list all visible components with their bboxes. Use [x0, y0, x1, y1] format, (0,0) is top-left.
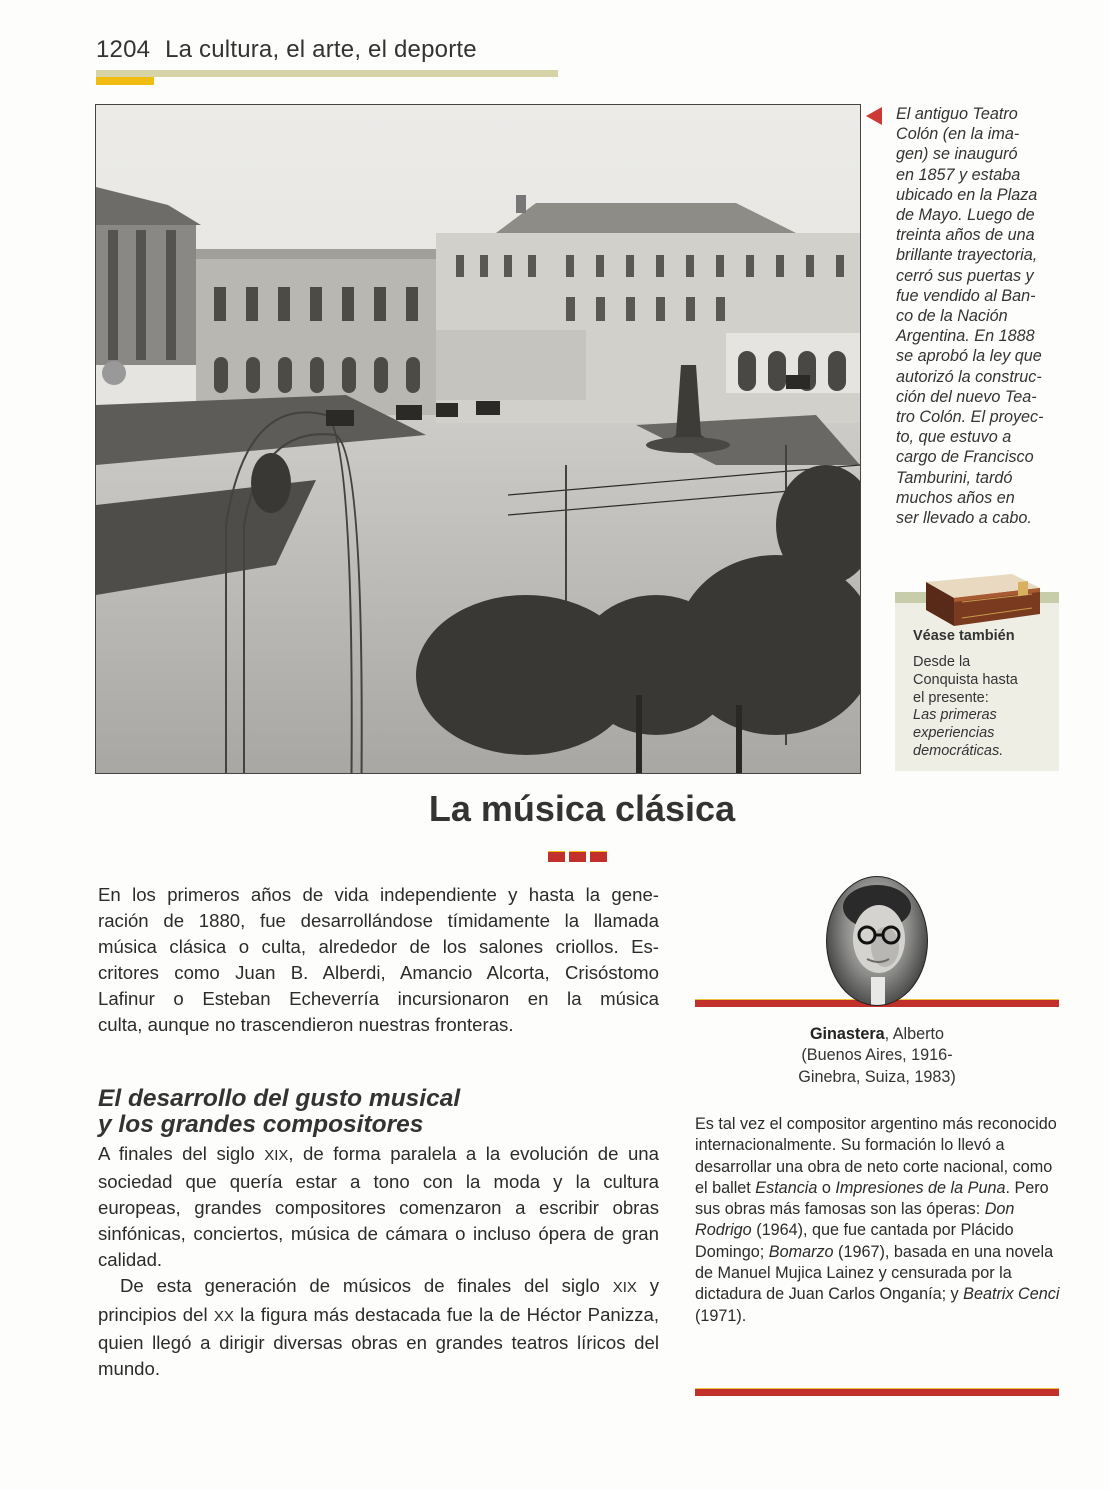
caption-line: se aprobó la ley que [896, 347, 1042, 366]
century-numeral: XIX [612, 1279, 637, 1297]
caption-line: brillante trayectoria, [896, 246, 1038, 265]
marker-square [569, 851, 586, 862]
work-title: Impresiones de la Puna [835, 1178, 1006, 1197]
text-run: (1967), basada en una novela de Manuel Mujica Lainez y censurada por la dictadura de Juan Carlos Onganía; y [695, 1242, 1054, 1304]
see-also-line: Conquista hasta [913, 671, 1018, 688]
caption-line: tro Colón. El proyec- [896, 408, 1044, 427]
work-title: Don Rodrigo [695, 1200, 1015, 1240]
caption-line: treinta años de una [896, 226, 1035, 245]
caption-line: Colón (en la ima- [896, 125, 1020, 144]
text-line: critores como Juan B. Alberdi, Amancio Alcorta, Crisóstomo [98, 962, 659, 984]
caption-line: en 1857 y estaba [896, 165, 1021, 184]
caption-line: ción del nuevo Tea- [896, 387, 1037, 406]
subsection-heading-line: El desarrollo del gusto musical [98, 1085, 461, 1112]
text-run: la figura más destacada fue la de Héctor Panizza, quien llegó a dirigir diversas obras en grandes teatros líricos del mundo. [98, 1303, 660, 1379]
text-line: En los primeros años de vida independiente y hasta la gene- [98, 884, 659, 905]
running-header [96, 36, 477, 64]
see-also-link[interactable] [913, 654, 1053, 761]
work-title: Bomarzo [768, 1242, 834, 1261]
text-run: Es tal vez el compositor argentino más reconocido internacionalmente. Su formación lo llevó a desarrollar una obra de neto corte nacional, como el ballet [695, 1115, 1057, 1197]
profile-birth: (Buenos Aires, 1916- [801, 1046, 953, 1065]
profile-name [695, 1024, 1059, 1045]
subsection-heading [98, 1086, 659, 1138]
caption-line: ubicado en la Plaza [896, 185, 1038, 204]
century-numeral: XX [213, 1307, 234, 1325]
text-run: . Pero sus obras más famosas son las óperas: [695, 1178, 1049, 1219]
text-run: y principios del [98, 1275, 659, 1325]
page-number: 1204 [96, 36, 151, 63]
header-rule [96, 70, 558, 77]
caption-line: gen) se inauguró [896, 145, 1018, 164]
see-also-chapter-line: Las primeras [913, 707, 997, 724]
see-also-line: Desde la [913, 654, 971, 670]
text-line: ración de 1880, fue desarrollándose tímidamente la llamada [98, 910, 659, 932]
text-run: (1971). [695, 1306, 747, 1325]
caption-line: to, que estuvo a [896, 428, 1012, 447]
century-numeral: XIX [264, 1147, 289, 1164]
profile-surname: Ginastera [809, 1025, 885, 1043]
see-also-title: Véase también [913, 628, 1015, 644]
see-also-chapter-line: experiencias [913, 725, 995, 742]
text-line: culta, aunque no trascendieron nuestras fronteras. [98, 1014, 514, 1036]
caption-line: cargo de Francisco [896, 448, 1034, 467]
portrait-photo [826, 876, 928, 1006]
paragraph [98, 1141, 659, 1273]
body-text [98, 1141, 659, 1382]
text-line: Lafinur o Esteban Echeverría incursionaron en la música [98, 988, 659, 1010]
caption-line: de Mayo. Luego de [896, 206, 1035, 225]
text-run: (1964), que fue cantada por Plácido Domingo; [695, 1221, 1014, 1261]
profile-death: Ginebra, Suiza, 1983) [798, 1067, 956, 1086]
caption-line: fue vendido al Ban- [896, 286, 1036, 305]
profile-heading [695, 1024, 1059, 1088]
book-icon [922, 568, 1042, 628]
text-run: A finales del siglo [98, 1143, 265, 1164]
profile-bio [695, 1114, 1065, 1327]
section-name: La cultura, el arte, el deporte [165, 36, 477, 63]
caption-arrow-icon [866, 107, 882, 125]
header-accent-bar [96, 77, 154, 85]
plaza-photo-illustration [96, 105, 860, 773]
profile-given-name: , Alberto [884, 1025, 945, 1043]
caption-line: El antiguo Teatro [896, 105, 1018, 123]
section-title: La música clásica [428, 788, 736, 829]
intro-paragraph [98, 882, 659, 1039]
profile-bottom-rule [695, 1388, 1059, 1396]
teatro-colon-photo [95, 104, 861, 774]
work-title: Estancia [755, 1178, 818, 1197]
caption-line: autorizó la construc- [896, 367, 1042, 386]
section-title-marker [548, 849, 611, 867]
caption-line: Tamburini, tardó [896, 468, 1013, 487]
text-run: o [817, 1178, 836, 1197]
portrait-illustration [827, 877, 927, 1005]
photo-caption [896, 104, 1066, 528]
text-line: música clásica o culta, alrededor de los salones criollos. Es- [98, 936, 659, 958]
see-also-line: el presente: [913, 689, 989, 706]
work-title: Beatrix Cenci [963, 1285, 1060, 1304]
text-run: De esta generación de músicos de finales del siglo [120, 1275, 613, 1297]
subsection-heading-line: y los grandes compositores [98, 1111, 424, 1138]
caption-line: Argentina. En 1888 [896, 327, 1035, 346]
see-also-chapter-line: democráticas. [913, 742, 1004, 759]
paragraph [98, 1273, 659, 1381]
marker-square [548, 851, 565, 862]
caption-line: cerró sus puertas y [896, 266, 1034, 285]
caption-line: ser llevado a cabo. [896, 509, 1032, 528]
caption-line: co de la Nación [896, 307, 1008, 326]
text-run: , de forma paralela a la evolución de una sociedad que quería estar a tono con la moda y la cultura europeas, grandes compositores comenzaron a escribir obras sinfónicas, conciertos, música de cámara o incluso ópera de gran calidad. [98, 1143, 659, 1271]
caption-line: muchos años en [896, 488, 1015, 507]
marker-square [590, 851, 607, 862]
